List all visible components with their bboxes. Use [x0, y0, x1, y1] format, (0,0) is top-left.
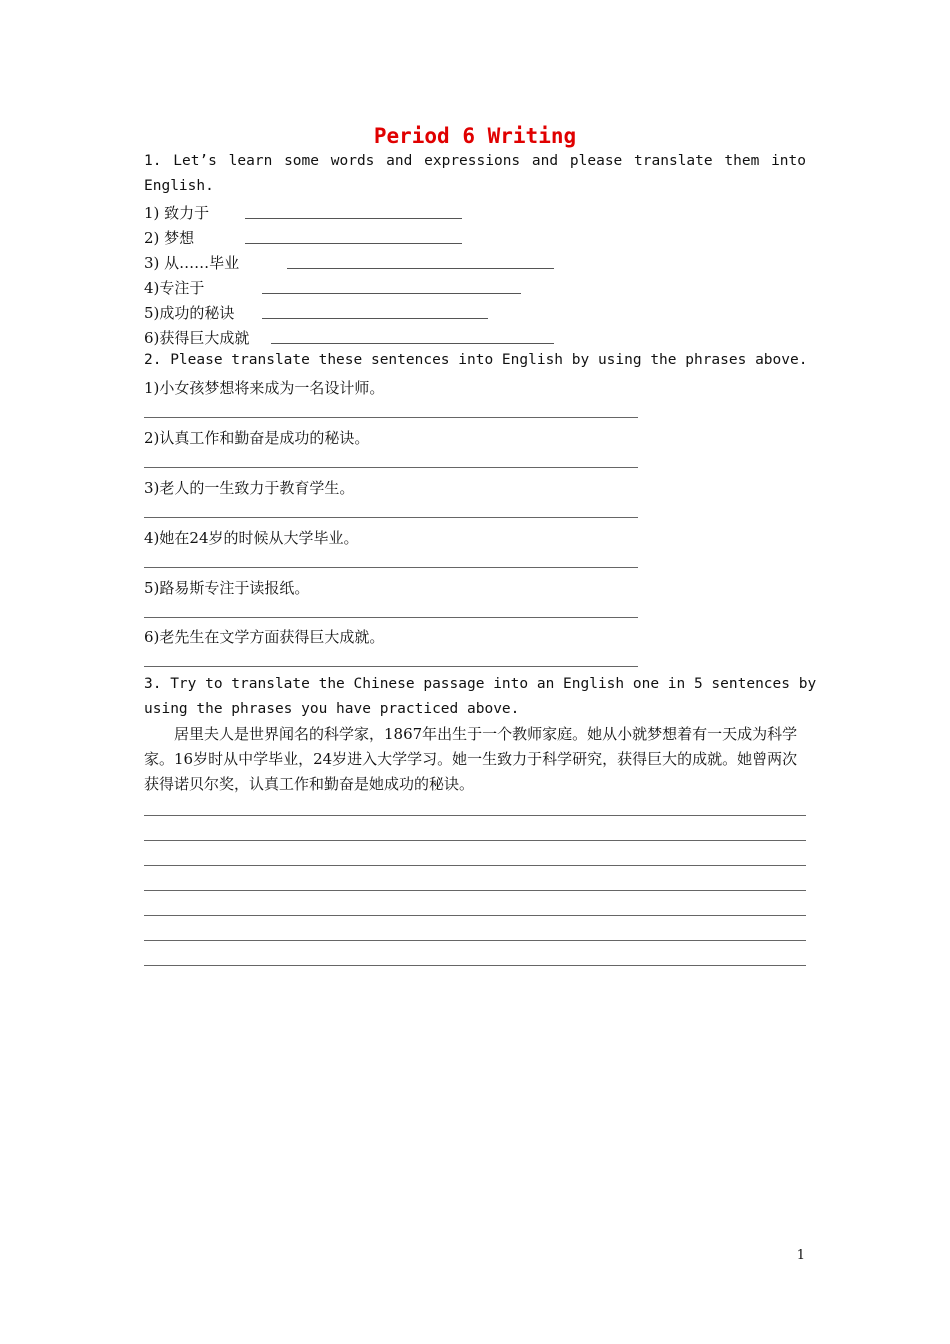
q1-item-5: 5)成功的秘诀 [144, 304, 235, 322]
q1-answer-line-4[interactable] [262, 293, 521, 294]
q1-answer-line-1[interactable] [245, 218, 462, 219]
q2-sentence-4: 4)她在24岁的时候从大学毕业。 [144, 529, 359, 547]
q2-sentence-1: 1)小女孩梦想将来成为一名设计师。 [144, 379, 385, 397]
q3-answer-line-3[interactable] [144, 865, 806, 866]
q2-answer-line-1[interactable] [144, 417, 638, 418]
q3-passage: 居里夫人是世界闻名的科学家，1867年出生于一个教师家庭。她从小就梦想着有一天成为科学家。16岁时从中学毕业，24岁进入大学学习。她一生致力于科学研究，获得巨大的成就。她曾两次获得诺贝尔奖，认真工作和勤奋是她成功的秘诀。 [144, 725, 798, 793]
q1-item-4: 4)专注于 [144, 279, 205, 297]
q1-item-3: 3) 从……毕业 [144, 254, 240, 272]
q1-instruction: 1. Let’s learn some words and expressions and please translate them into [144, 153, 806, 169]
q2-sentence-3: 3)老人的一生致力于教育学生。 [144, 479, 355, 497]
q3-answer-line-2[interactable] [144, 840, 806, 841]
q3-instruction: 3. Try to translate the Chinese passage into an English one in 5 sentences by [144, 676, 817, 692]
q2-answer-line-2[interactable] [144, 467, 638, 468]
page-number: 1 [796, 1248, 805, 1263]
q1-answer-line-5[interactable] [262, 318, 488, 319]
q3-answer-line-4[interactable] [144, 890, 806, 891]
q2-answer-line-5[interactable] [144, 617, 638, 618]
q1-item-6: 6)获得巨大成就 [144, 329, 250, 347]
q3-answer-line-1[interactable] [144, 815, 806, 816]
q2-answer-line-6[interactable] [144, 666, 638, 667]
page-title: Period 6 Writing [373, 124, 577, 148]
q1-item-1: 1) 致力于 [144, 204, 210, 222]
q3-instruction-cont: using the phrases you have practiced above. [144, 701, 520, 717]
q3-answer-line-5[interactable] [144, 915, 806, 916]
q1-instruction-cont: English. [144, 178, 214, 194]
q3-answer-line-6[interactable] [144, 940, 806, 941]
q2-sentence-2: 2)认真工作和勤奋是成功的秘诀。 [144, 429, 370, 447]
q2-sentence-5: 5)路易斯专注于读报纸。 [144, 579, 310, 597]
q2-answer-line-3[interactable] [144, 517, 638, 518]
q1-answer-line-3[interactable] [287, 268, 554, 269]
q3-answer-line-7[interactable] [144, 965, 806, 966]
q2-instruction: 2. Please translate these sentences into English by using the phrases above. [144, 352, 808, 368]
q1-answer-line-2[interactable] [245, 243, 462, 244]
q2-answer-line-4[interactable] [144, 567, 638, 568]
q1-item-2: 2) 梦想 [144, 229, 195, 247]
q1-answer-line-6[interactable] [271, 343, 554, 344]
q2-sentence-6: 6)老先生在文学方面获得巨大成就。 [144, 628, 385, 646]
